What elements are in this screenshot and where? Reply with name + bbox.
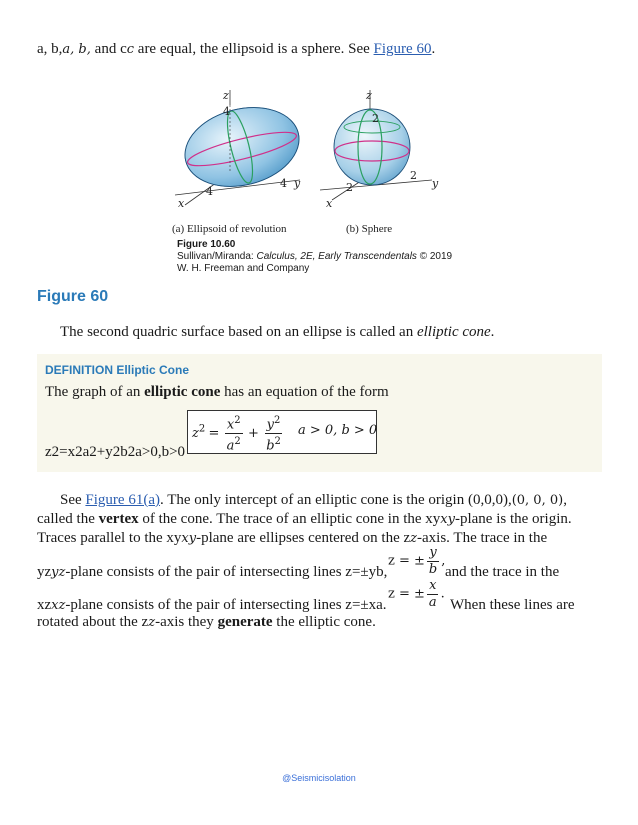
definition-line — [45, 383, 389, 401]
cone-intro-emph: elliptic cone — [416, 324, 491, 340]
equation-box — [187, 410, 377, 454]
caption-a: (a) Ellipsoid of revolution — [172, 223, 287, 235]
para-line-4 — [37, 563, 387, 582]
eq-a: a — [226, 438, 235, 454]
intro-line — [37, 40, 435, 59]
plain-equation: z2=x2a2+y2b2a>0,b>0 — [45, 444, 186, 460]
right-x-label: x — [326, 197, 333, 210]
figure-heading: Figure 60 — [37, 288, 109, 305]
para-l3-b: -plane are ellipses centered on the z — [196, 530, 411, 546]
right-z-tick: 2 — [372, 112, 379, 125]
yz-trace-formula: z = ± $\frac{y}{b}$ , — [388, 545, 446, 577]
footer-watermark: @Seismicisolation — [282, 773, 356, 783]
para-generate: generate — [217, 614, 273, 630]
intro-suffix: are equal, the ellipsoid is a sphere. See — [137, 41, 370, 57]
para-line-6 — [37, 613, 376, 632]
caption-b: (b) Sphere — [346, 223, 393, 235]
intro-c-math: c — [126, 42, 135, 57]
credit-prefix: Sullivan/Miranda: — [177, 251, 257, 262]
para-l3-a: Traces parallel to the xy — [37, 530, 182, 546]
para-line-5-end: When these lines are — [450, 597, 575, 613]
para-l5-xz: xz — [51, 598, 66, 613]
left-y-label: y — [294, 177, 301, 190]
para-l2-xy: xy — [440, 512, 455, 527]
para-l4-a: yz — [37, 564, 52, 580]
definition-title: DEFINITION Elliptic Cone — [45, 363, 190, 377]
left-z-label: z — [223, 89, 229, 102]
para-line-1 — [60, 491, 567, 510]
para-l6-c: the elliptic cone. — [276, 614, 376, 630]
para-l4-yz: yz — [51, 565, 66, 580]
para-l3-xy: xy — [181, 531, 197, 546]
definition-bold: elliptic cone — [144, 384, 221, 400]
right-y-label: y — [432, 177, 439, 190]
figure-publisher: W. H. Freeman and Company — [177, 263, 310, 274]
para-see: See — [60, 492, 82, 508]
right-y-tick: 2 — [410, 169, 417, 182]
cone-intro — [60, 323, 494, 341]
para-line-3 — [37, 529, 547, 548]
figure-60-link[interactable]: Figure 60 — [373, 41, 432, 57]
para-line-2 — [37, 510, 572, 529]
left-z-tick: 4 — [223, 105, 230, 118]
xz-formula-a: a — [428, 595, 437, 610]
eq-lhs: z — [192, 425, 199, 441]
credit-suffix: © 2019 — [416, 251, 453, 262]
intro-ab-text: a, b, — [37, 41, 63, 57]
intro-period: . — [431, 41, 436, 57]
right-z-label: z — [366, 89, 372, 102]
figure-number: Figure 10.60 — [177, 239, 236, 250]
eq-y: y — [266, 417, 275, 433]
eq-condition: a > 0, b > 0 — [298, 423, 378, 438]
ellipsoid-of-revolution — [175, 90, 307, 205]
intro-c: c — [120, 41, 127, 57]
para-l2-a: called the — [37, 511, 95, 527]
yz-formula-lhs: z = ± — [388, 553, 425, 569]
equation-formula: $z^2$ = $\frac{x^2}{a^2}$ + $\frac{y^2}{b^2}$ — [192, 415, 281, 454]
para-l1-rest: . The only intercept of an elliptic cone is the origin (0,0,0), — [159, 492, 512, 508]
xz-formula-lhs: z = ± — [388, 586, 425, 602]
figure-61a-link[interactable]: Figure 61(a) — [85, 492, 160, 508]
para-l2-b: of the cone. The trace of an elliptic cone in the xy — [142, 511, 441, 527]
para-l5-b: -plane consists of the pair of intersecting lines z=±xa. — [65, 597, 387, 613]
sphere — [320, 90, 432, 200]
para-l1-comma: , — [563, 492, 567, 508]
para-l4-b: -plane consists of the pair of intersecting lines z=±yb, — [65, 564, 388, 580]
figure-illustration — [170, 85, 460, 235]
para-l3-c: -axis. The trace in the — [417, 530, 548, 546]
para-vertex: vertex — [98, 511, 139, 527]
para-line-4-end: and the trace in the — [445, 564, 560, 580]
definition-suffix: has an equation of the form — [224, 384, 389, 400]
para-l6-b: -axis they — [155, 614, 214, 630]
xz-formula-x: x — [429, 578, 437, 593]
credit-title: Calculus, 2E, Early Transcendentals — [256, 251, 417, 262]
figure-10-60 — [170, 85, 460, 275]
definition-prefix: The graph of an — [45, 384, 141, 400]
para-l3-z: z — [410, 531, 418, 546]
eq-x: x — [226, 417, 235, 433]
yz-formula-y: y — [429, 545, 437, 560]
xz-trace-formula: z = ± $\frac{x}{a}$ . — [388, 578, 445, 610]
cone-intro-period: . — [490, 324, 495, 340]
figure-credit — [177, 251, 452, 262]
para-origin: (0, 0, 0) — [511, 493, 564, 508]
para-l6-a: rotated about the z — [37, 614, 149, 630]
para-l5-a: xz — [37, 597, 52, 613]
left-y-tick: 4 — [280, 177, 287, 190]
intro-ab-math: a, b, — [62, 42, 91, 57]
right-x-tick: 2 — [346, 181, 353, 194]
para-l6-z: z — [148, 615, 156, 630]
eq-b: b — [266, 438, 275, 454]
yz-formula-b: b — [428, 562, 438, 577]
para-l2-c: -plane is the origin. — [454, 511, 572, 527]
left-x-label: x — [178, 197, 185, 210]
cone-intro-text: The second quadric surface based on an ellipse is called an — [60, 324, 414, 340]
left-x-tick: 4 — [206, 185, 213, 198]
intro-and: and — [94, 41, 117, 57]
